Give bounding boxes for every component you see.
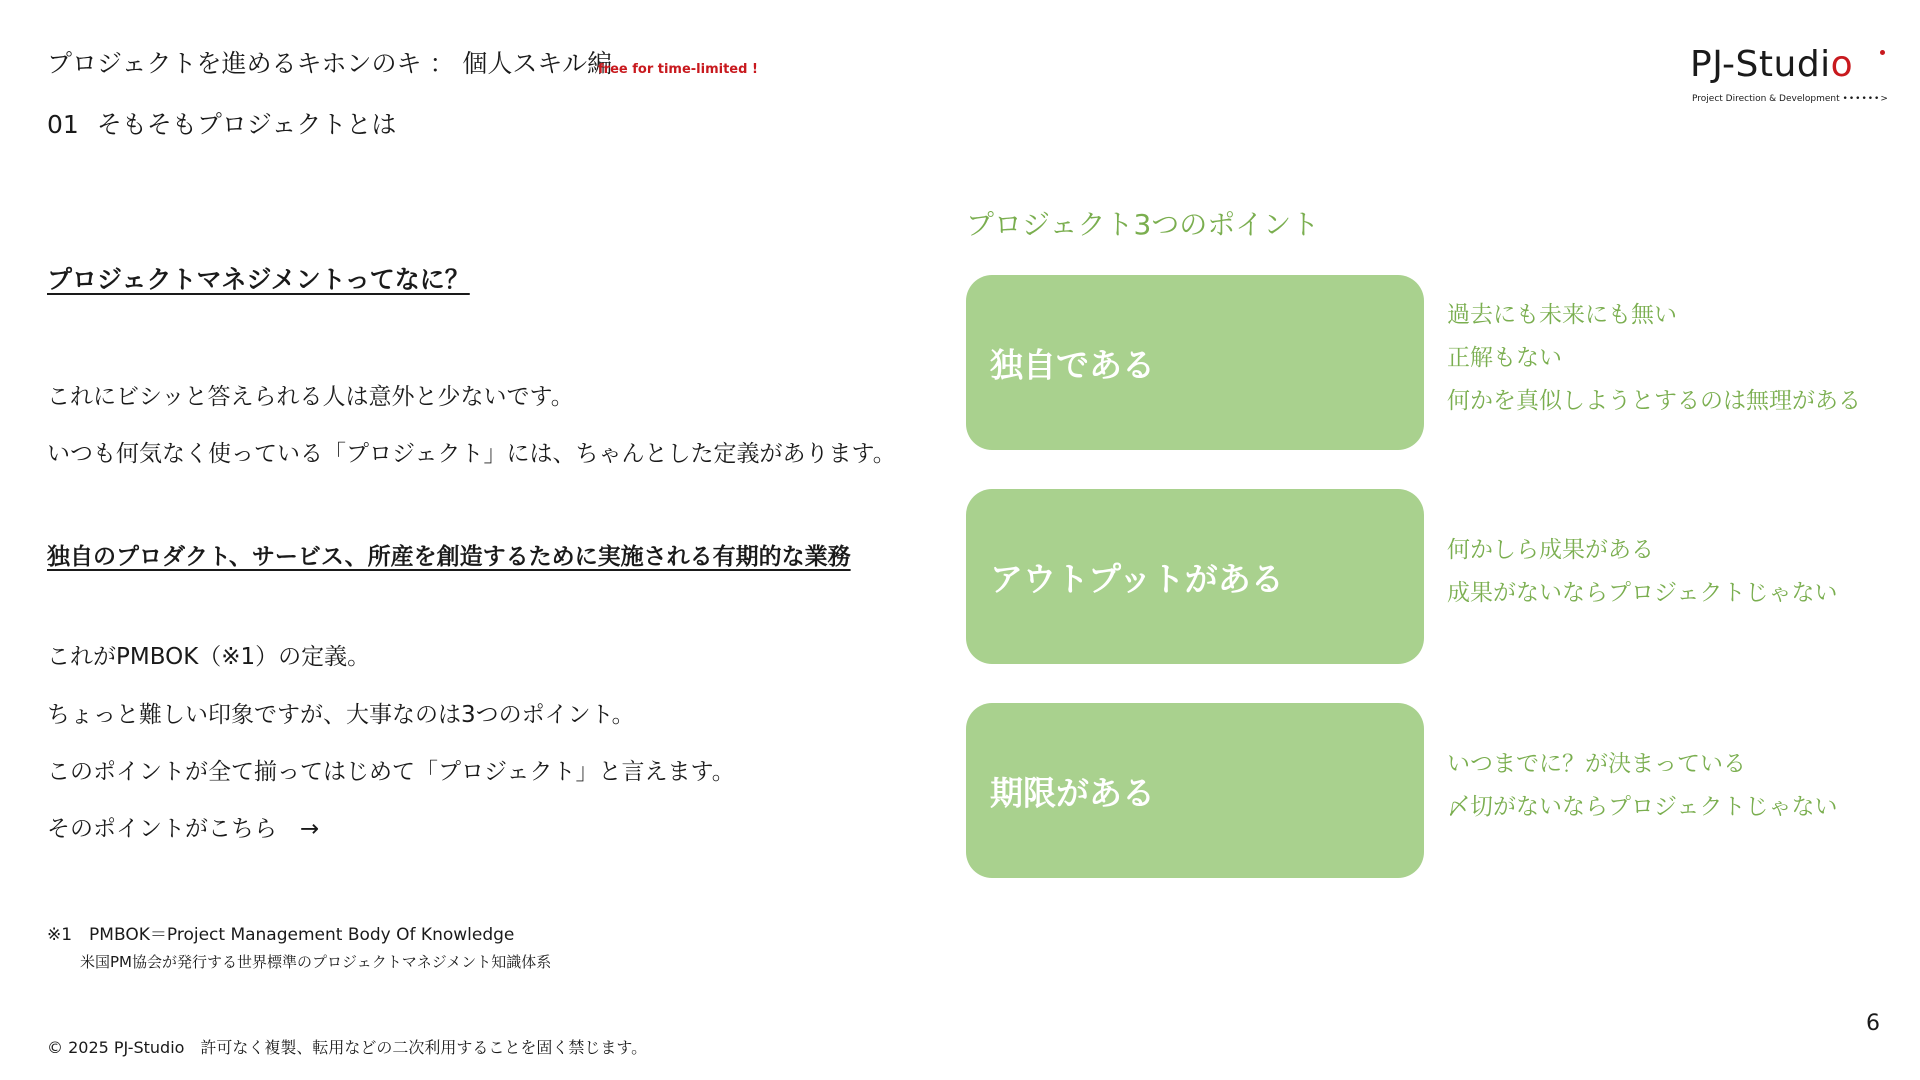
section-title — [47, 105, 396, 141]
footnote-pmbok: ※1 PMBOK＝Project Management Body Of Knowledge — [47, 925, 515, 945]
section-title-text: そもそもプロジェクトとは — [96, 110, 397, 139]
point-desc-line: 〆切がないならプロジェクトじゃない — [1447, 794, 1838, 820]
dotted-arrow-icon: ••••••> — [1842, 94, 1889, 104]
point-desc-line: 何かを真似しようとするのは無理がある — [1447, 388, 1861, 414]
point-desc-line: いつまでに？が決まっている — [1447, 751, 1746, 777]
point-box-deadline — [966, 703, 1424, 878]
point-desc-line: 正解もない — [1447, 345, 1562, 371]
copyright-notice: © 2025 PJ-Studio 許可なく複製、転用などの二次利用することを固く禁じます。 — [47, 1038, 648, 1057]
logo-subtitle — [1692, 94, 1889, 104]
pj-studio-logo — [1690, 44, 1890, 114]
logo-wordmark-o: o — [1830, 44, 1854, 85]
presentation-title: プロジェクトを進めるキホンのキ ： 個人スキル編 — [47, 49, 613, 78]
body-line-2: いつも何気なく使っている「プロジェクト」には、ちゃんとした定義があります。 — [47, 441, 896, 467]
body-line-5: このポイントが全て揃ってはじめて「プロジェクト」と言えます。 — [47, 759, 735, 785]
points-title: プロジェクト3つのポイント — [966, 208, 1320, 241]
logo-subtitle-text: Project Direction & Development — [1692, 94, 1840, 104]
logo-wordmark-text: PJ-Studi — [1690, 44, 1831, 85]
project-definition: 独自のプロダクト、サービス、所産を創造するために実施される有期的な業務 — [47, 544, 851, 570]
point-box-output — [966, 489, 1424, 664]
body-line-3: これがPMBOK（※1）の定義。 — [47, 644, 371, 670]
body-line-1: これにビシッと答えられる人は意外と少ないです。 — [47, 384, 574, 410]
point-label-output: アウトプットがある — [990, 559, 1284, 598]
point-desc-deadline — [1447, 743, 1838, 829]
logo-wordmark — [1690, 44, 1853, 85]
point-desc-line: 過去にも未来にも無い — [1447, 302, 1677, 328]
point-desc-output — [1447, 529, 1838, 615]
point-box-unique — [966, 275, 1424, 450]
free-tag: free for time-limited ! — [598, 62, 758, 77]
pm-question-heading: プロジェクトマネジメントってなに？ — [47, 265, 470, 294]
point-desc-line: 何かしら成果がある — [1447, 537, 1654, 563]
point-label-unique: 独自である — [990, 345, 1155, 384]
body-line-4: ちょっと難しい印象ですが、大事なのは3つのポイント。 — [47, 702, 635, 728]
logo-red-dot — [1880, 50, 1885, 55]
page-number: 6 — [1866, 1011, 1880, 1036]
point-desc-unique — [1447, 294, 1861, 423]
body-line-6: そのポイントがこちら → — [47, 816, 320, 842]
point-label-deadline: 期限がある — [990, 773, 1155, 812]
section-number: 01 — [47, 110, 79, 139]
point-desc-line: 成果がないならプロジェクトじゃない — [1447, 580, 1838, 606]
footnote-pmbok-desc: 米国PM協会が発行する世界標準のプロジェクトマネジメント知識体系 — [80, 953, 552, 971]
